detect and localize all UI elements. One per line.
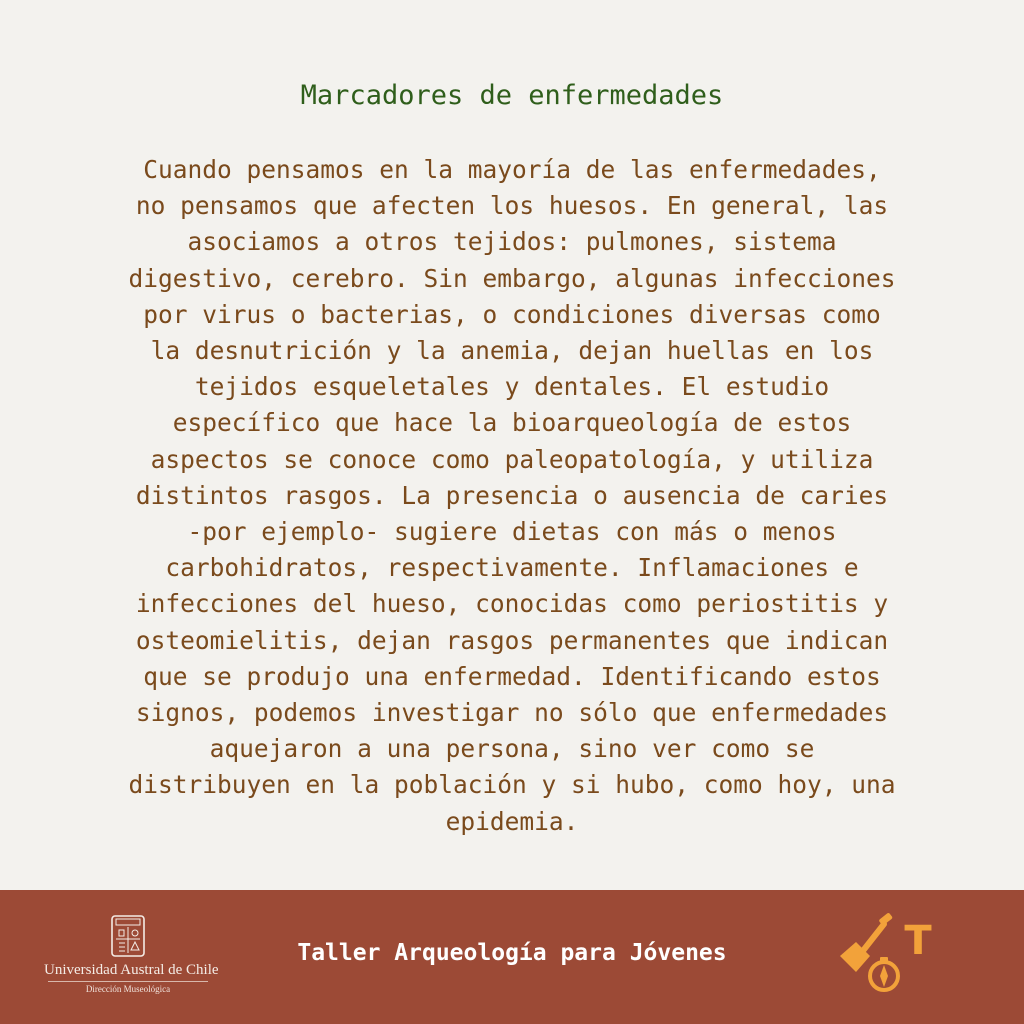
body-line: signos, podemos investigar no sólo que enfermedades: [135, 698, 889, 728]
body-line: carbohidratos, respectivamente. Inflamaciones e: [165, 553, 859, 583]
university-name: Universidad Austral de Chile: [44, 962, 219, 978]
body-line: tejidos esqueletales y dentales. El estudio: [194, 372, 830, 402]
page-title: Marcadores de enfermedades: [300, 80, 724, 111]
body-line: aquejaron a una persona, sino ver como se: [209, 734, 815, 764]
body-line: -por ejemplo- sugiere dietas con más o menos: [187, 517, 837, 547]
body-line: asociamos a otros tejidos: pulmones, sistema: [187, 227, 837, 257]
logo-divider: [48, 981, 208, 982]
body-line: que se produjo una enfermedad. Identificando estos: [143, 661, 881, 691]
body-line: Cuando pensamos en la mayoría de las enfermedades,: [143, 155, 881, 184]
body-line: infecciones del hueso, conocidas como periostitis y: [135, 589, 889, 619]
program-title: Taller Arqueología para Jóvenes: [297, 940, 727, 966]
body-line: osteomielitis, dejan rasgos permanentes que indican: [135, 625, 889, 655]
body-line: por virus o bacterias, o condiciones diversas como: [143, 299, 881, 329]
body-line: la desnutrición y la anemia, dejan huellas en los: [150, 336, 874, 366]
body-line: distintos rasgos. La presencia o ausencia de caries: [135, 480, 889, 510]
body-line: digestivo, cerebro. Sin embargo, algunas infecciones: [128, 263, 896, 293]
department-name: Dirección Museológica: [85, 984, 171, 994]
footer-bar: [0, 890, 1024, 1024]
body-line: no pensamos que afecten los huesos. En general, las: [135, 191, 889, 221]
body-line: específico que hace la bioarqueología de estos: [172, 408, 852, 438]
taller-letter: T: [904, 918, 932, 964]
taller-logo: [832, 912, 936, 1000]
compass-icon: [870, 957, 898, 990]
body-line: epidemia.: [445, 806, 579, 836]
body-line: distribuyen en la población y si hubo, como hoy, una: [128, 770, 896, 800]
body-text: [72, 152, 952, 840]
body-line: aspectos se conoce como paleopatología, y utiliza: [150, 444, 874, 474]
